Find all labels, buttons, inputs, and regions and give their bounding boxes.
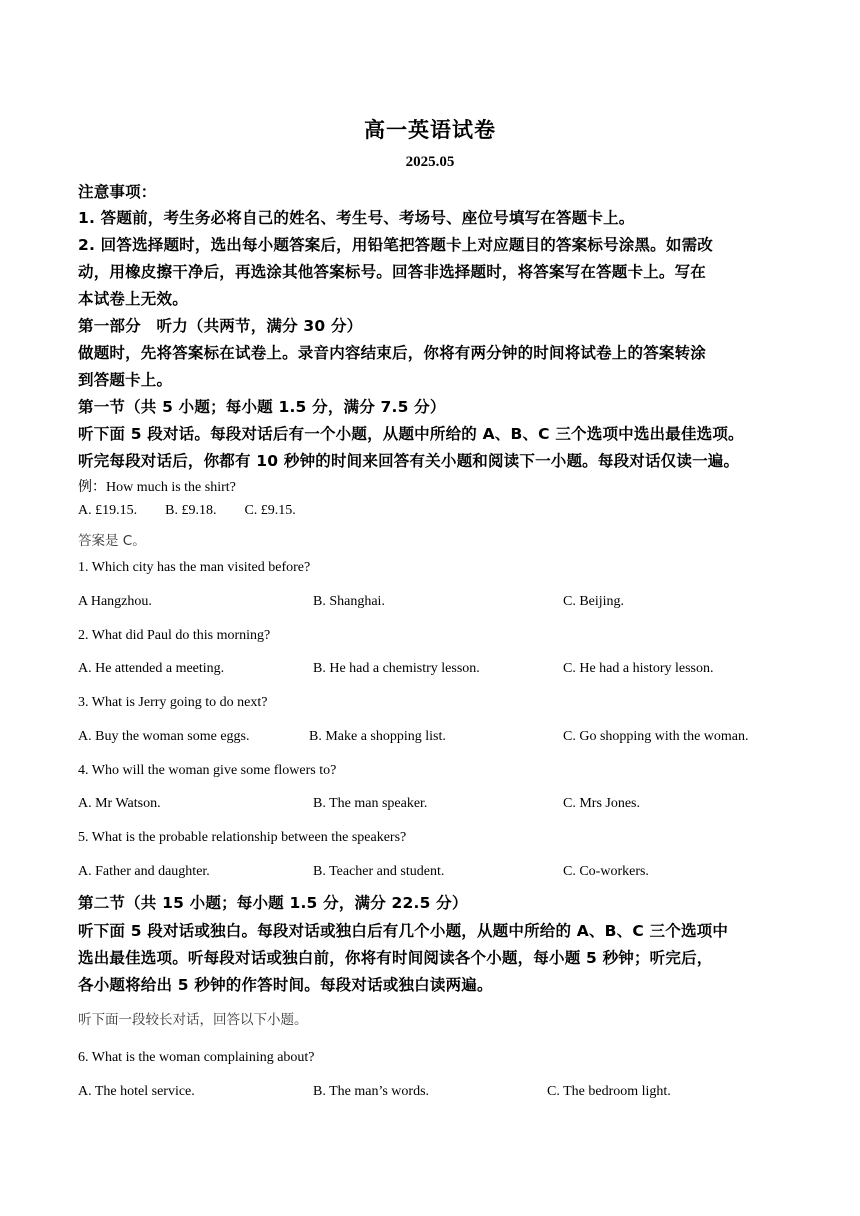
question-6: 6. What is the woman complaining about? (78, 1050, 315, 1065)
question-4-option-a: A. Mr Watson. (78, 796, 161, 811)
question-1-option-b: B. Shanghai. (313, 594, 385, 609)
exam-date: 2025.05 (405, 154, 455, 170)
section1-instruction-line-1: 听下面 5 段对话。每段对话后有一个小题，从题中所给的 A、B、C 三个选项中选出最佳选项。 (78, 425, 744, 443)
question-2: 2. What did Paul do this morning? (78, 628, 271, 643)
question-5-option-c: C. Co-workers. (563, 864, 649, 879)
section2-subinstruction: 听下面一段较长对话，回答以下小题。 (78, 1012, 308, 1028)
exam-title: 高一英语试卷 (364, 118, 496, 142)
question-6-option-c: C. The bedroom light. (547, 1084, 671, 1099)
question-5-option-a: A. Father and daughter. (78, 864, 210, 879)
question-1: 1. Which city has the man visited before? (78, 560, 311, 575)
notice-item-1: 1. 答题前，考生务必将自己的姓名、考生号、考场号、座位号填写在答题卡上。 (78, 209, 635, 227)
notice-heading: 注意事项： (78, 183, 157, 201)
question-2-option-c: C. He had a history lesson. (563, 661, 714, 676)
question-3-option-b: B. Make a shopping list. (309, 729, 446, 744)
notice-item-2-line-2: 动，用橡皮擦干净后，再选涂其他答案标号。回答非选择题时，将答案写在答题卡上。写在 (78, 263, 707, 281)
section2-instruction-line-2: 选出最佳选项。听每段对话或独白前，你将有时间阅读各个小题，每小题 5 秒钟；听完后， (78, 949, 713, 967)
section1-instruction-line-2: 听完每段对话后，你都有 10 秒钟的时间来回答有关小题和阅读下一小题。每段对话仅读一遍。 (78, 452, 740, 470)
question-6-option-b: B. The man’s words. (313, 1084, 430, 1099)
part1-instruction-line-2: 到答题卡上。 (78, 371, 173, 389)
section1-heading: 第一节（共 5 小题；每小题 1.5 分，满分 7.5 分） (78, 398, 446, 416)
question-2-option-a: A. He attended a meeting. (78, 661, 225, 676)
question-5: 5. What is the probable relationship between the speakers? (78, 830, 407, 845)
section2-instruction-line-3: 各小题将给出 5 秒钟的作答时间。每段对话或独白读两遍。 (78, 976, 493, 994)
question-1-option-c: C. Beijing. (563, 594, 625, 609)
section2-heading: 第二节（共 15 小题；每小题 1.5 分，满分 22.5 分） (78, 894, 468, 912)
notice-item-2-line-1: 2. 回答选择题时，选出每小题答案后，用铅笔把答题卡上对应题目的答案标号涂黑。如需改 (78, 236, 713, 254)
part1-instruction-line-1: 做题时，先将答案标在试卷上。录音内容结束后，你将有两分钟的时间将试卷上的答案转涂 (78, 344, 707, 362)
section2-instruction-line-1: 听下面 5 段对话或独白。每段对话或独白后有几个小题，从题中所给的 A、B、C 三个选项中 (78, 922, 729, 940)
question-2-option-b: B. He had a chemistry lesson. (313, 661, 480, 676)
example-question: 例：How much is the shirt? (78, 480, 236, 495)
question-3: 3. What is Jerry going to do next? (78, 695, 268, 710)
example-answer: 答案是 C。 (78, 533, 146, 549)
question-4-option-c: C. Mrs Jones. (563, 796, 641, 811)
part1-heading: 第一部分 听力（共两节，满分 30 分） (78, 317, 363, 335)
example-options: A. £19.15. B. £9.18. C. £9.15. (78, 503, 296, 518)
question-3-option-a: A. Buy the woman some eggs. (78, 729, 250, 744)
question-3-option-c: C. Go shopping with the woman. (563, 729, 749, 744)
question-4-option-b: B. The man speaker. (313, 796, 428, 811)
question-4: 4. Who will the woman give some flowers to? (78, 763, 337, 778)
question-1-option-a: A Hangzhou. (78, 594, 152, 609)
question-6-option-a: A. The hotel service. (78, 1084, 195, 1099)
notice-item-2-line-3: 本试卷上无效。 (78, 290, 188, 308)
question-5-option-b: B. Teacher and student. (313, 864, 445, 879)
